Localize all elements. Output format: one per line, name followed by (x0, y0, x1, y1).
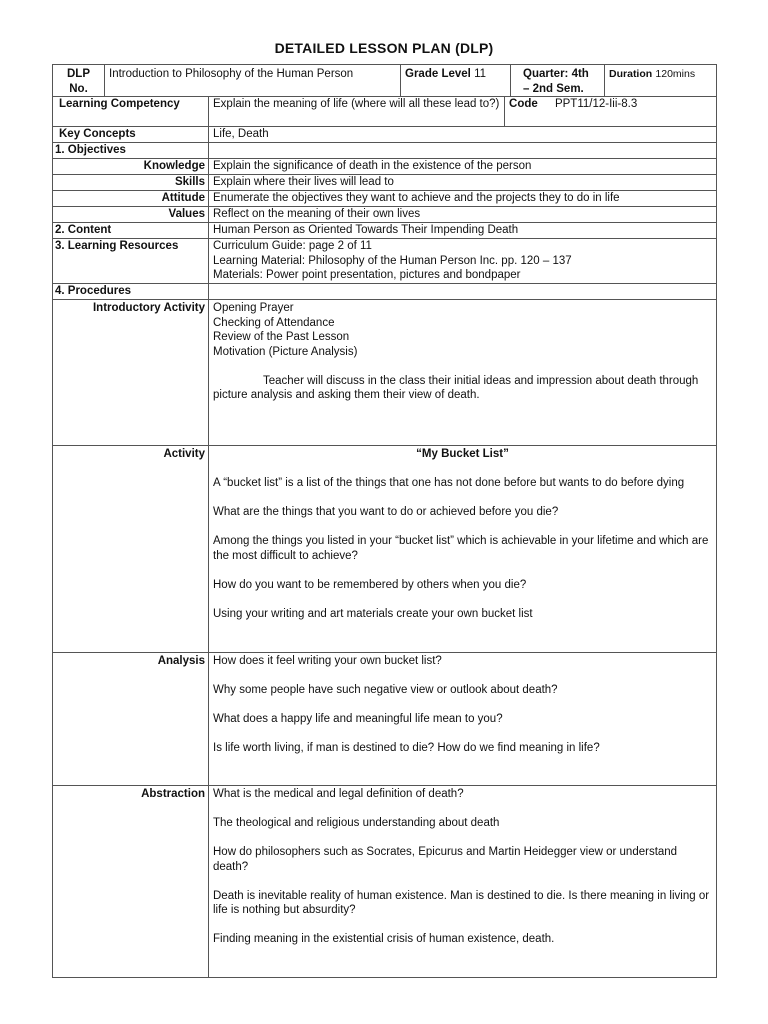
activity-heading: “My Bucket List” (416, 448, 509, 460)
analysis-row (53, 653, 717, 786)
objective-values-value: Reflect on the meaning of their own lives (209, 207, 717, 223)
code-label: Code (509, 98, 538, 110)
abstraction-paragraph: How do philosophers such as Socrates, Epicurus and Martin Heidegger view or understand death? (213, 846, 678, 873)
analysis-paragraph: Why some people have such negative view or outlook about death? (213, 684, 558, 696)
analysis-paragraph: Is life worth living, if man is destined to die? How do we find meaning in life? (213, 742, 600, 754)
procedures-blank (209, 284, 717, 300)
competency-value: Explain the meaning of life (where will all these lead to?) (209, 97, 505, 127)
activity-paragraph: How do you want to be remembered by others when you die? (213, 578, 527, 591)
header-row (53, 65, 717, 97)
procedures-row (53, 284, 717, 300)
resources-row (53, 239, 717, 284)
resources-line: Curriculum Guide: page 2 of 11 (213, 240, 372, 252)
key-concepts-value: Life, Death (209, 127, 717, 143)
analysis-paragraph: What does a happy life and meaningful life mean to you? (213, 713, 503, 725)
lesson-plan-table (52, 64, 717, 978)
duration-label: Duration (609, 68, 653, 80)
activity-paragraph: What are the things that you want to do or achieved before you die? (213, 506, 559, 518)
code-value: PPT11/12-Iii-8.3 (554, 98, 638, 110)
resources-line: Materials: Power point presentation, pictures and bondpaper (213, 269, 521, 281)
content-row (53, 223, 717, 239)
analysis-label: Analysis (53, 653, 209, 786)
objective-knowledge-row (53, 159, 717, 175)
competency-label: Learning Competency (53, 97, 209, 127)
objectives-blank (209, 143, 717, 159)
duration-value: 120mins (655, 68, 696, 80)
abstraction-label: Abstraction (53, 786, 209, 978)
grade-level-label: Grade Level (405, 68, 471, 80)
introductory-line: Review of the Past Lesson (213, 331, 350, 343)
dlp-no-label: DLP No. (53, 65, 105, 97)
objective-values-label: Values (53, 207, 209, 223)
objectives-row (53, 143, 717, 159)
grade-level-value: 11 (474, 68, 487, 80)
abstraction-paragraph: Death is inevitable reality of human existence. Man is destined to die. Is there meaning in living or life is nothing but absurdity? (213, 889, 710, 916)
objectives-label: 1. Objectives (53, 143, 209, 159)
activity-paragraph: Using your writing and art materials create your own bucket list (213, 607, 533, 620)
objective-attitude-label: Attitude (53, 191, 209, 207)
abstraction-paragraph: The theological and religious understanding about death (213, 817, 500, 829)
quarter-label: Quarter: 4th – 2nd Sem. (511, 65, 605, 97)
competency-row (53, 97, 717, 127)
objective-attitude-value: Enumerate the objectives they want to achieve and the projects they to do in life (209, 191, 717, 207)
analysis-content (209, 653, 717, 786)
resources-value (209, 239, 717, 284)
objective-skills-label: Skills (53, 175, 209, 191)
procedures-label: 4. Procedures (53, 284, 209, 300)
introductory-row (53, 300, 717, 446)
content-label: 2. Content (53, 223, 209, 239)
abstraction-paragraph: What is the medical and legal definition of death? (213, 788, 464, 800)
resources-line: Learning Material: Philosophy of the Human Person Inc. pp. 120 – 137 (213, 254, 572, 267)
activity-paragraph: A “bucket list” is a list of the things that one has not done before but wants to do before dying (213, 477, 685, 489)
objective-skills-value: Explain where their lives will lead to (209, 175, 717, 191)
grade-level (401, 65, 511, 97)
objective-skills-row (53, 175, 717, 191)
objective-attitude-row (53, 191, 717, 207)
introductory-content (209, 300, 717, 446)
abstraction-paragraph: Finding meaning in the existential crisis of human existence, death. (213, 933, 555, 945)
activity-row (53, 446, 717, 653)
objective-values-row (53, 207, 717, 223)
activity-paragraph: Among the things you listed in your “bucket list” which is achievable in your lifetime and which are the most difficult to achieve? (213, 535, 709, 562)
subject-title: Introduction to Philosophy of the Human Person (105, 65, 401, 97)
introductory-line: Checking of Attendance (213, 316, 335, 329)
content-value: Human Person as Oriented Towards Their Impending Death (209, 223, 717, 239)
abstraction-content (209, 786, 717, 978)
activity-label: Activity (53, 446, 209, 653)
introductory-line: Opening Prayer (213, 302, 294, 314)
key-concepts-label: Key Concepts (53, 127, 209, 143)
code-cell (505, 97, 717, 127)
introductory-label: Introductory Activity (53, 300, 209, 446)
introductory-paragraph: Teacher will discuss in the class their initial ideas and impression about death through picture analysis and asking them their view of death. (213, 374, 699, 401)
resources-label: 3. Learning Resources (53, 239, 209, 284)
analysis-paragraph: How does it feel writing your own bucket list? (213, 655, 442, 667)
document-title: DETAILED LESSON PLAN (DLP) (274, 40, 494, 56)
key-concepts-row (53, 127, 717, 143)
introductory-line: Motivation (Picture Analysis) (213, 345, 358, 358)
duration (605, 65, 717, 97)
objective-knowledge-value: Explain the significance of death in the existence of the person (209, 159, 717, 175)
activity-content (209, 446, 717, 653)
abstraction-row (53, 786, 717, 978)
objective-knowledge-label: Knowledge (53, 159, 209, 175)
